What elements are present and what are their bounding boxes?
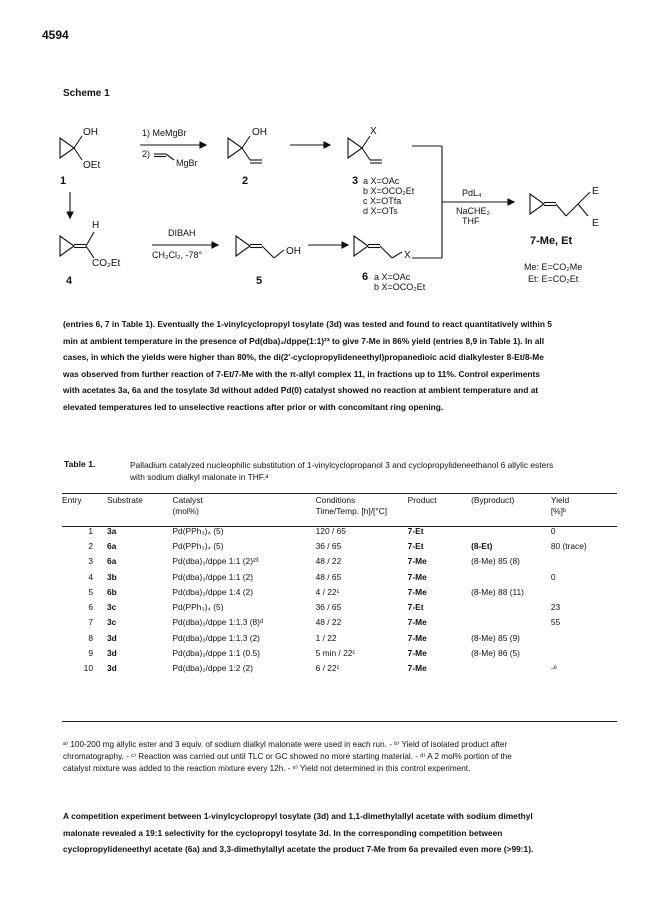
- table-footnotes: [63, 739, 623, 775]
- cell-byproduct: (8-Me) 85 (9): [471, 632, 520, 643]
- cell-byproduct: [471, 661, 551, 676]
- paragraph-2: [63, 808, 623, 858]
- cell-byproduct: (8-Me) 85 (8): [471, 556, 520, 567]
- cell-catalyst: Pd(dba)₂/dppe 1:2 (2): [172, 663, 253, 674]
- cell-conditions: 36 / 65: [315, 540, 342, 551]
- table-row: [62, 615, 602, 630]
- x-label-3: X: [370, 126, 377, 137]
- cell-entry: 1: [88, 525, 93, 536]
- cell-catalyst: Pd(dba)₂/dppe 1:1 (0.5): [172, 648, 260, 659]
- table-row: [62, 569, 602, 584]
- reagent-thf: THF: [462, 216, 480, 226]
- cell-conditions: 48 / 22: [315, 617, 342, 628]
- substituent-6b: b X=OCO₂Et: [374, 282, 426, 292]
- cell-catalyst: Pd(dba)₂/dppe 1:4 (2): [172, 586, 253, 597]
- table-row: [62, 554, 602, 569]
- compound-number-7: 7-Me, Et: [530, 235, 573, 247]
- cell-entry: 8: [88, 632, 93, 643]
- substituent-3c: c X=OTfa: [363, 196, 402, 206]
- scheme-title: Scheme 1: [63, 88, 110, 99]
- compound-2-structure: [228, 136, 262, 163]
- table-bottom-rule: [62, 721, 617, 722]
- footnote-line: chromatography. - ᶜ⁾ Reaction was carried out until TLC or GC showed no more starting material. - ᵈ⁾ A 2 mol% portion of the: [63, 752, 512, 761]
- paragraph-1-line: (entries 6, 7 in Table 1). Eventually the 1-vinylcyclopropyl tosylate (3d) was tested and found to react quantitatively within 5: [63, 319, 552, 329]
- compound-number-3: 3: [352, 175, 359, 187]
- reagent-vinyl-mgbr: MgBr: [176, 158, 198, 168]
- co2et-label-4: CO₂Et: [92, 258, 121, 269]
- table-row: [62, 645, 602, 660]
- h-label-4: H: [92, 220, 100, 231]
- cell-product: 7-Me: [407, 663, 427, 674]
- reagent-ch2cl2: CH₂Cl₂, -78°: [152, 250, 203, 260]
- compound-7-structure: [530, 192, 590, 216]
- compound-number-5: 5: [256, 275, 263, 287]
- cell-yield: [551, 584, 602, 599]
- cell-substrate: 3a: [107, 525, 117, 536]
- cell-catalyst: Pd(PPh₃)₄ (5): [172, 602, 224, 613]
- reagent-nache2: NaCHE₂: [456, 206, 491, 216]
- reagent-dibah: DIBAH: [168, 228, 196, 238]
- cell-entry: 6: [88, 602, 93, 613]
- table-caption: Palladium catalyzed nucleophilic substitution of 1-vinylcyclopropanol 3 and cyclopropylideneethanol 6 allylic esters with sodium dialkyl malonate in THF.ᵃ: [130, 460, 554, 482]
- table-header-row: [62, 495, 602, 523]
- cell-product: 7-Et: [407, 602, 424, 613]
- oh-label-2: OH: [252, 127, 267, 138]
- compound-5-structure: [236, 236, 284, 258]
- cell-conditions: 6 / 22ᶜ: [315, 663, 340, 674]
- cell-product: 7-Me: [407, 571, 427, 582]
- cell-conditions: 120 / 65: [315, 525, 346, 536]
- compound-number-6: 6: [362, 271, 369, 283]
- cell-yield: 80 (trace): [550, 540, 587, 551]
- paragraph-2-line: malonate revealed a 19:1 selectivity for the cyclopropyl tosylate 3d. In the corresponding competition between: [63, 827, 503, 838]
- cell-catalyst: Pd(PPh₃)₄ (5): [172, 540, 224, 551]
- paragraph-1-line: elevated temperatures led to unselective reactions after prior or with concomitant ring opening.: [63, 401, 444, 412]
- e-label-1: E: [592, 186, 599, 197]
- results-table: [62, 495, 602, 676]
- compound-number-1: 1: [60, 175, 67, 187]
- header-yield: Yield [%]ᵇ: [550, 495, 570, 516]
- substituent-3d: d X=OTs: [363, 206, 398, 216]
- paragraph-1-line: with acetates 3a, 6a and the tosylate 3d without added Pd(0) catalyst showed no reaction at ambient temperature and at: [63, 385, 539, 395]
- paragraph-1: [63, 316, 623, 415]
- header-byproduct: (Byproduct): [471, 495, 515, 505]
- cell-byproduct: [471, 523, 551, 538]
- header-product: Product: [407, 495, 437, 505]
- cell-catalyst: Pd(dba)₂/dppe 1:1 (2): [172, 571, 253, 582]
- x-label-6: X: [404, 250, 411, 261]
- table-top-rule: [62, 493, 617, 494]
- cell-conditions: 36 / 65: [315, 602, 342, 613]
- oh-label-1: OH: [83, 127, 98, 138]
- compound-number-4: 4: [66, 275, 73, 287]
- cell-entry: 5: [88, 586, 93, 597]
- cell-yield: 55: [550, 617, 561, 628]
- reagent-pdl4: PdL₄: [462, 188, 482, 198]
- cell-yield: 0: [550, 571, 556, 582]
- cell-conditions: 4 / 22ᶜ: [315, 586, 340, 597]
- paragraph-1-line: was observed from further reaction of 7-Et/7-Me with the π-allyl complex 11, in fractions up to 11%. Control experiments: [63, 368, 540, 379]
- cell-product: 7-Et: [407, 525, 424, 536]
- cell-yield: [551, 630, 602, 645]
- cell-substrate: 3b: [107, 571, 117, 582]
- cell-entry: 10: [83, 663, 93, 674]
- cell-catalyst: Pd(dba)₂/dppe 1:1.3 (8)ᵈ: [172, 617, 264, 628]
- cell-conditions: 48 / 65: [315, 571, 342, 582]
- cell-yield: 0: [550, 525, 556, 536]
- cell-byproduct: [471, 599, 551, 614]
- cell-catalyst: Pd(dba)₂/dppe 1:1.3 (2): [172, 632, 260, 643]
- table-row: [62, 538, 602, 553]
- cell-yield: [551, 554, 602, 569]
- table-label: Table 1.: [64, 459, 96, 469]
- cell-substrate: 6a: [107, 540, 117, 551]
- header-conditions: Conditions Time/Temp. [h]/[°C]: [315, 495, 388, 516]
- cell-byproduct: [471, 615, 551, 630]
- definition-et: Et: E=CO₂Et: [528, 274, 579, 284]
- reagent-memgbr: 1) MeMgBr: [142, 128, 187, 138]
- cell-substrate: 3d: [107, 663, 117, 674]
- footnote-line: catalyst mixture was added to the reaction mixture every 12h. - ᵉ⁾ Yield not determined in this control experiment.: [63, 764, 471, 773]
- header-entry: Entry: [62, 495, 82, 505]
- cell-product: 7-Me: [407, 648, 427, 659]
- cell-conditions: 5 min / 22ᶜ: [315, 648, 356, 659]
- reaction-scheme: [52, 108, 612, 308]
- cell-byproduct: [471, 569, 551, 584]
- substituent-3a: a X=OAc: [363, 176, 400, 186]
- cell-entry: 7: [88, 617, 93, 628]
- header-substrate: Substrate: [107, 495, 143, 505]
- cell-entry: 9: [88, 648, 93, 659]
- reagent-step2: 2): [142, 149, 151, 159]
- cell-entry: 4: [88, 571, 93, 582]
- cell-byproduct: (8-Me) 88 (11): [471, 586, 524, 597]
- compound-1-structure: [60, 136, 82, 160]
- cell-yield: 23: [550, 602, 561, 613]
- cell-yield: [551, 645, 602, 660]
- compound-6-structure: [354, 236, 402, 258]
- cell-product: 7-Me: [407, 632, 427, 643]
- cell-conditions: 1 / 22: [315, 632, 337, 643]
- substituent-6a: a X=OAc: [374, 272, 411, 282]
- cell-entry: 3: [88, 556, 93, 567]
- table-row: [62, 584, 602, 599]
- substituent-3b: b X=OCO₂Et: [363, 186, 415, 196]
- cell-byproduct: (8-Me) 86 (5): [471, 648, 520, 659]
- paragraph-1-line: min at ambient temperature in the presence of Pd(dba)₂/dppe(1:1)²³ to give 7-Me in 86% yield (entries 8,9 in Table 1). In all: [63, 335, 545, 346]
- paragraph-2-line: A competition experiment between 1-vinylcyclopropyl tosylate (3d) and 1,1-dimethylallyl acetate with sodium dimethyl: [63, 811, 533, 821]
- cell-catalyst: Pd(PPh₃)₄ (5): [172, 525, 224, 536]
- footnote-line: ᵃ⁾ 100-200 mg allylic ester and 3 equiv. of sodium dialkyl malonate were used in each run. - ᵇ⁾ Yield of isolated product after: [63, 740, 508, 749]
- header-catalyst: Catalyst (mol%): [172, 495, 203, 516]
- cell-substrate: 3d: [107, 632, 117, 643]
- cell-product: 7-Me: [407, 586, 427, 597]
- compound-4-structure: [60, 232, 94, 258]
- e-label-2: E: [592, 218, 599, 229]
- cell-substrate: 6b: [107, 586, 117, 597]
- compound-number-2: 2: [242, 175, 249, 187]
- cell-substrate: 3d: [107, 648, 117, 659]
- oet-label: OEt: [83, 160, 101, 171]
- cell-product: 7-Me: [407, 556, 427, 567]
- cell-product: 7-Me: [407, 617, 427, 628]
- table-row: [62, 630, 602, 645]
- compound-3-structure: [348, 136, 382, 163]
- cell-yield: -ᵉ: [550, 663, 557, 674]
- cell-substrate: 3c: [107, 602, 117, 613]
- cell-byproduct: (8-Et): [471, 540, 493, 551]
- paragraph-2-line: cyclopropylideneethyl acetate (6a) and 3,3-dimethylallyl acetate the product 7-Me from 6a prevailed even more (>99:1).: [63, 844, 534, 854]
- paragraph-1-line: cases, in which the yields were higher than 80%, the di(2'-cyclopropylideneethyl)propanedioic acid dialkylester 8-Et/8-Me: [63, 352, 544, 362]
- cell-product: 7-Et: [407, 540, 424, 551]
- cell-substrate: 3c: [107, 617, 117, 628]
- oh-label-5: OH: [286, 246, 301, 257]
- cell-substrate: 6a: [107, 556, 117, 567]
- table-row: [62, 661, 602, 676]
- page-number: 4594: [42, 28, 69, 42]
- cell-conditions: 48 / 22: [315, 556, 342, 567]
- cell-catalyst: Pd(dba)₂/dppe 1:1 (2)²³: [172, 556, 259, 567]
- table-row: [62, 523, 602, 538]
- cell-entry: 2: [88, 540, 93, 551]
- definition-me: Me: E=CO₂Me: [524, 262, 583, 272]
- table-row: [62, 599, 602, 614]
